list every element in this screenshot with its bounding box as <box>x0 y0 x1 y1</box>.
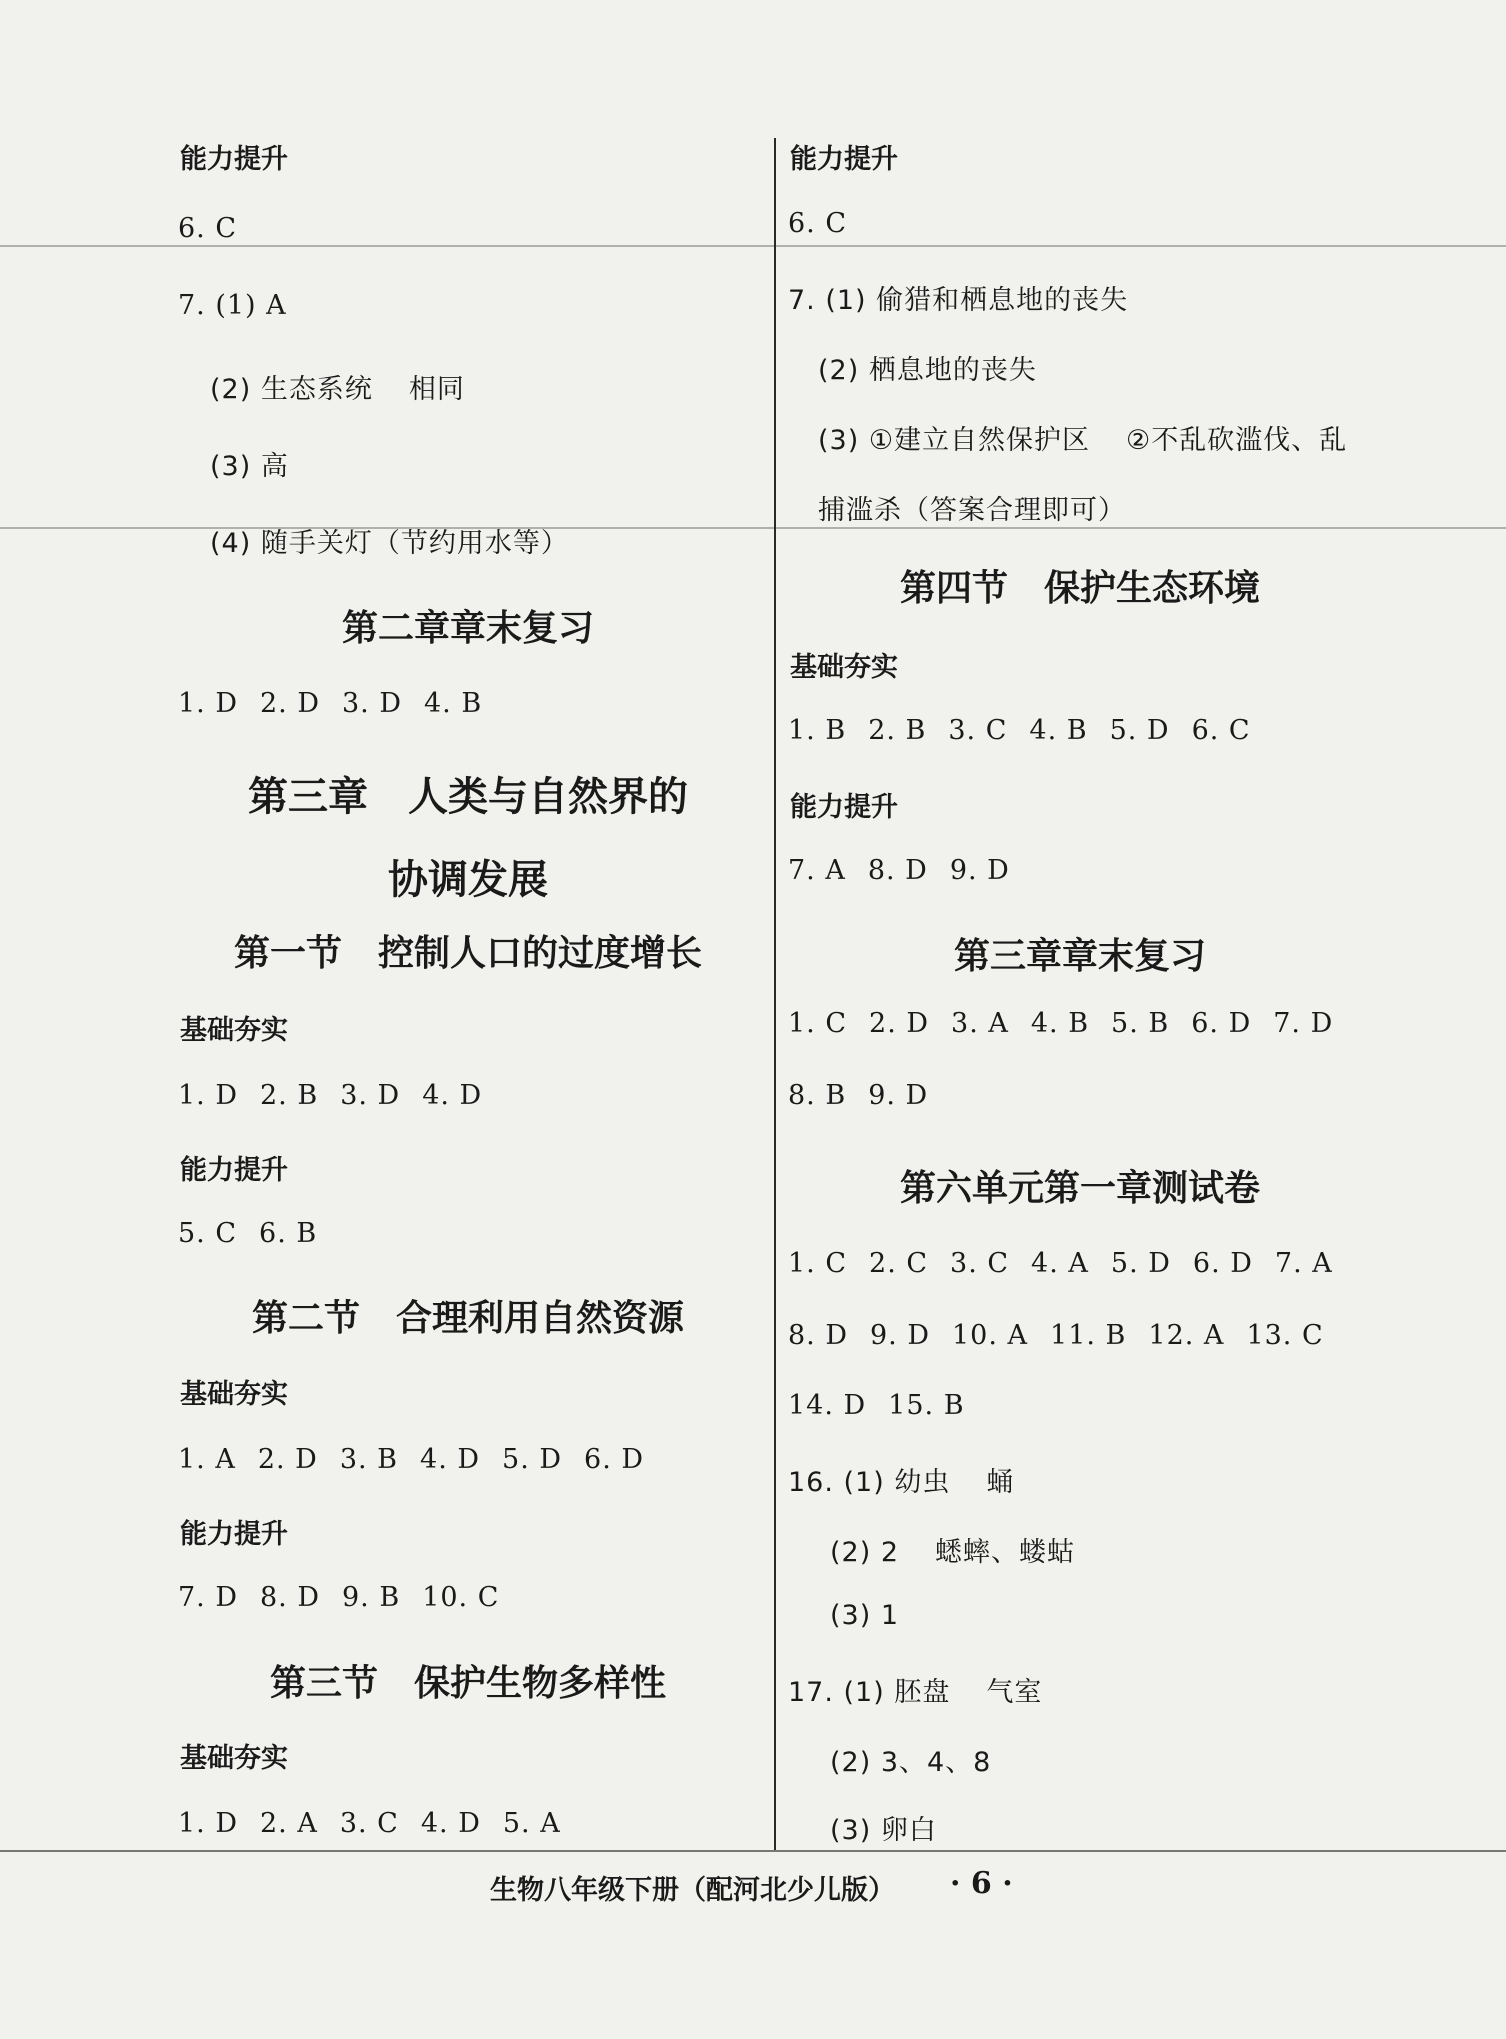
answer-item: 4. B <box>1030 1008 1090 1039</box>
answer-item: 3. C <box>948 715 1008 746</box>
answer-item: 8. D <box>260 1582 320 1613</box>
answer-item: 1. C <box>788 1008 848 1039</box>
page-number: · 6 · <box>950 1866 1013 1901</box>
answer-item: 8. D <box>788 1320 848 1351</box>
answer-line <box>788 1670 1042 1709</box>
subsection-label: 能力提升 <box>790 144 898 175</box>
subsection-label: 基础夯实 <box>790 652 898 683</box>
answer-item: 1. D <box>178 1808 238 1839</box>
answer-line <box>178 688 504 719</box>
answer-item: 7. A <box>788 855 846 886</box>
section-heading: 第四节 保护生态环境 <box>899 568 1260 609</box>
answer-item: 1. D <box>178 688 238 719</box>
answer-line: 7. (1) A <box>178 290 287 321</box>
subsection-label: 能力提升 <box>180 144 288 175</box>
answer-line: 6. C <box>178 213 238 244</box>
footer-rule <box>0 1850 1506 1852</box>
subsection-label: 基础夯实 <box>180 1015 288 1046</box>
answer-item: 3. A <box>951 1008 1009 1039</box>
answer-item: 2. A <box>260 1808 318 1839</box>
answer-line <box>210 367 465 406</box>
chapter-heading: 协调发展 <box>388 857 548 903</box>
section-heading: 第二节 合理利用自然资源 <box>251 1298 684 1339</box>
subsection-label: 能力提升 <box>180 1519 288 1550</box>
answer-line <box>178 1444 666 1475</box>
answer-item: 5. B <box>1111 1008 1170 1039</box>
answer-item: 9. D <box>870 1320 930 1351</box>
answer-item: 6. C <box>1191 715 1251 746</box>
answer-line: 6. C <box>788 208 848 239</box>
answer-item: 7. D <box>178 1582 238 1613</box>
answer-item: 13. C <box>1246 1320 1324 1351</box>
answer-item: 14. D <box>788 1390 867 1421</box>
answer-item: 4. A <box>1031 1248 1089 1279</box>
answer-item: 9. D <box>949 855 1010 886</box>
answer-line <box>788 1390 987 1421</box>
answer-item: 12. A <box>1148 1320 1225 1351</box>
answer-item: 5. C <box>178 1218 238 1249</box>
answer-item: 2. D <box>260 688 320 719</box>
answer-item: 3. D <box>342 688 402 719</box>
answer-item: 9. B <box>342 1582 401 1613</box>
answer-part: (2) 生态系统 <box>210 374 373 405</box>
answer-line <box>788 1248 1355 1279</box>
answer-line: 7. (1) 偷猎和栖息地的丧失 <box>788 285 1129 316</box>
answer-item: 5. D <box>502 1444 563 1475</box>
answer-item: 10. C <box>422 1582 500 1613</box>
answer-part: (2) 2 <box>830 1537 900 1568</box>
answer-item: 5. D <box>1109 715 1170 746</box>
answer-part: 蛹 <box>986 1467 1015 1498</box>
answer-line: (3) 1 <box>830 1600 900 1631</box>
answer-line: (4) 随手关灯（节约用水等） <box>210 528 569 559</box>
section-heading: 第二章章末复习 <box>341 608 594 649</box>
answer-item: 15. B <box>888 1390 965 1421</box>
answer-line <box>788 1080 950 1111</box>
answer-item: 7. D <box>1273 1008 1334 1039</box>
answer-item: 6. B <box>259 1218 318 1249</box>
scan-fold-line <box>0 245 1506 247</box>
answer-line: 捕滥杀（答案合理即可） <box>818 495 1126 526</box>
answer-part: ②不乱砍滥伐、乱 <box>1126 425 1348 456</box>
answer-part: 蟋蟀、蝼蛄 <box>935 1537 1076 1568</box>
subsection-label: 能力提升 <box>180 1155 288 1186</box>
answer-line <box>178 1080 504 1111</box>
answer-line <box>788 1008 1355 1039</box>
answer-line: (3) 卵白 <box>830 1815 937 1846</box>
answer-line: (2) 栖息地的丧失 <box>818 355 1037 386</box>
answer-item: 4. B <box>1029 715 1088 746</box>
answer-line <box>788 1460 1014 1499</box>
answer-line: (2) 3、4、8 <box>830 1747 992 1778</box>
answer-item: 2. D <box>257 1444 318 1475</box>
answer-item: 3. C <box>950 1248 1010 1279</box>
answer-item: 2. C <box>869 1248 929 1279</box>
answer-item: 10. A <box>952 1320 1029 1351</box>
answer-item: 3. B <box>339 1444 399 1475</box>
answer-item: 7. A <box>1274 1248 1333 1279</box>
section-heading: 第三节 保护生物多样性 <box>269 1663 666 1704</box>
answer-item: 2. D <box>869 1008 930 1039</box>
answer-line <box>788 855 1032 886</box>
answer-line <box>178 1218 339 1249</box>
answer-item: 1. B <box>788 715 847 746</box>
answer-part: 气室 <box>986 1677 1043 1708</box>
answer-line <box>830 1530 1075 1569</box>
answer-item: 4. B <box>424 688 483 719</box>
answer-part: 相同 <box>408 374 465 405</box>
answer-item: 9. D <box>868 1080 929 1111</box>
answer-item: 5. D <box>1110 1248 1171 1279</box>
section-heading: 第一节 控制人口的过度增长 <box>233 933 702 974</box>
answer-item: 4. D <box>420 1444 481 1475</box>
answer-item: 2. B <box>868 715 927 746</box>
column-divider <box>774 138 776 1850</box>
answer-item: 1. A <box>178 1444 236 1475</box>
answer-item: 2. B <box>260 1080 319 1111</box>
answer-item: 3. C <box>339 1808 399 1839</box>
answer-part: 16. (1) 幼虫 <box>788 1467 951 1498</box>
answer-part: (3) ①建立自然保护区 <box>818 425 1091 456</box>
answer-line <box>178 1582 521 1613</box>
subsection-label: 能力提升 <box>790 792 898 823</box>
chapter-heading: 第三章 人类与自然界的 <box>248 774 688 820</box>
answer-item: 4. D <box>422 1080 483 1111</box>
subsection-label: 基础夯实 <box>180 1743 288 1774</box>
answer-part: 17. (1) 胚盘 <box>788 1677 951 1708</box>
answer-line <box>818 418 1347 457</box>
section-heading: 第三章章末复习 <box>953 936 1206 977</box>
answer-item: 1. D <box>178 1080 238 1111</box>
answer-item: 4. D <box>420 1808 481 1839</box>
answer-line <box>788 1320 1346 1351</box>
answer-item: 3. D <box>340 1080 401 1111</box>
answer-item: 1. C <box>788 1248 848 1279</box>
subsection-label: 基础夯实 <box>180 1379 288 1410</box>
answer-item: 6. D <box>1192 1248 1253 1279</box>
answer-line: (3) 高 <box>210 451 289 482</box>
answer-item: 8. D <box>867 855 928 886</box>
section-heading: 第六单元第一章测试卷 <box>899 1168 1260 1209</box>
answer-item: 6. D <box>1191 1008 1252 1039</box>
answer-item: 11. B <box>1050 1320 1127 1351</box>
answer-item: 5. A <box>502 1808 561 1839</box>
answer-item: 6. D <box>584 1444 645 1475</box>
answer-item: 8. B <box>788 1080 847 1111</box>
answer-line <box>178 1808 583 1839</box>
footer-title: 生物八年级下册（配河北少儿版） <box>490 1875 895 1906</box>
answer-line <box>788 715 1273 746</box>
